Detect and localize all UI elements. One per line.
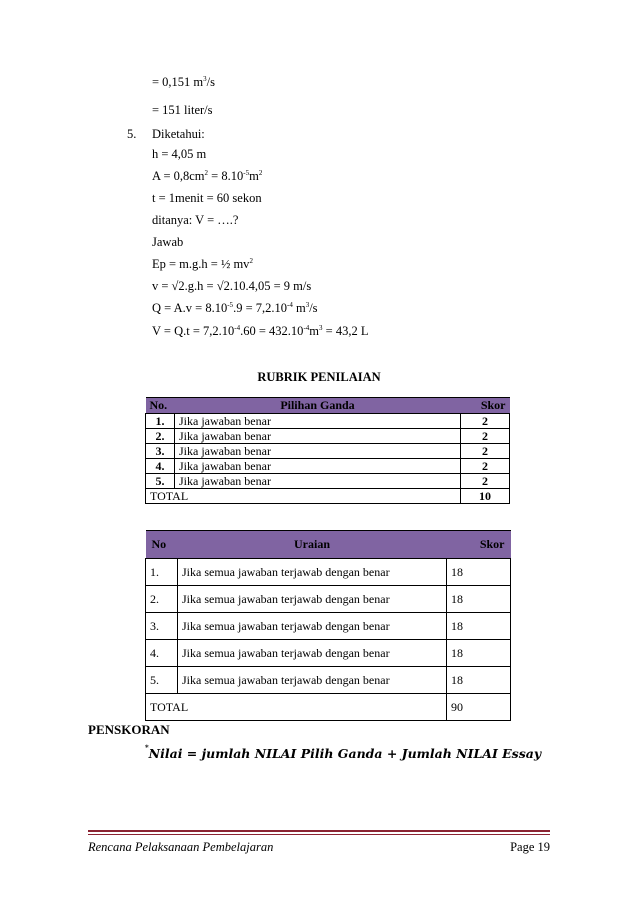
row-number: 2. <box>146 586 178 613</box>
table-row <box>146 640 511 667</box>
rubric-title: RUBRIK PENILAIAN <box>257 370 381 384</box>
row-criteria: Jika jawaban benar <box>175 474 461 489</box>
total-value: 10 <box>461 489 510 504</box>
row-number: 3. <box>146 444 175 459</box>
row-score: 2 <box>461 444 510 459</box>
row-score: 2 <box>461 459 510 474</box>
calc-energy: Ep = m.g.h = ½ $mv^2$ <box>152 257 253 271</box>
row-score: 18 <box>447 586 511 613</box>
table-row <box>146 444 510 459</box>
row-score: 18 <box>447 640 511 667</box>
total-label: TOTAL <box>146 489 461 504</box>
scoring-formula <box>145 743 542 761</box>
column-header-score: Skor <box>447 531 511 559</box>
row-number: 4. <box>146 640 178 667</box>
column-header-criteria: Uraian <box>178 531 447 559</box>
calc-line-flow-m3: = 0,151 $m^3/s$ <box>152 75 215 89</box>
calc-volume: $V = Q.t = 7,2.10^{-4}.60 = 432.10^{-4}m^3 = 43,2$ L <box>152 324 369 338</box>
row-criteria: Jika jawaban benar <box>175 414 461 429</box>
row-score: 18 <box>447 613 511 640</box>
answer-label: Jawab <box>152 235 184 249</box>
row-number: 1. <box>146 414 175 429</box>
total-value: 90 <box>447 694 511 721</box>
row-number: 4. <box>146 459 175 474</box>
calc-flow: $Q = A.v = 8.10^{-5}.9 = 7,2.10^{-4}$ $m^3/s$ <box>152 301 318 315</box>
problem-number: 5. <box>127 127 137 141</box>
row-number: 2. <box>146 429 175 444</box>
row-criteria: Jika jawaban benar <box>175 459 461 474</box>
footer-document-title: Rencana Pelaksanaan Pembelajaran <box>88 840 274 854</box>
calc-line-flow-liter: = 151 liter/s <box>152 103 213 117</box>
row-score: 2 <box>461 429 510 444</box>
table-total-row <box>146 489 510 504</box>
table-row <box>146 586 511 613</box>
total-label: TOTAL <box>146 694 447 721</box>
known-time: t = 1menit = 60 sekon <box>152 191 262 205</box>
essay-rubric-table <box>145 530 511 721</box>
scoring-heading: PENSKORAN <box>88 722 170 737</box>
row-score: 2 <box>461 474 510 489</box>
table-row <box>146 613 511 640</box>
column-header-criteria: Pilihan Ganda <box>175 398 461 414</box>
table-total-row <box>146 694 511 721</box>
footer-divider <box>88 830 550 832</box>
row-criteria: Jika jawaban benar <box>175 429 461 444</box>
known-area: $A = 0,8cm^2 = 8.10^{-5}m^2$ <box>152 169 263 183</box>
row-score: 18 <box>447 559 511 586</box>
table-header-row <box>146 531 511 559</box>
table-row <box>146 459 510 474</box>
row-criteria: Jika semua jawaban terjawab dengan benar <box>178 586 447 613</box>
row-criteria: Jika semua jawaban terjawab dengan benar <box>178 559 447 586</box>
row-number: 5. <box>146 667 178 694</box>
known-height: h = 4,05 m <box>152 147 207 161</box>
row-criteria: Jika semua jawaban terjawab dengan benar <box>178 667 447 694</box>
asked-line: ditanya: V = ….? <box>152 213 239 227</box>
formula-asterisk: * <box>145 743 149 752</box>
column-header-no: No <box>146 531 178 559</box>
formula-text: Nilai = jumlah NILAI Pilih Ganda + Jumlah NILAI Essay <box>148 746 542 761</box>
row-number: 1. <box>146 559 178 586</box>
table-row <box>146 474 510 489</box>
column-header-score: Skor <box>461 398 510 414</box>
known-label: Diketahui: <box>152 127 205 141</box>
table-row <box>146 429 510 444</box>
row-number: 5. <box>146 474 175 489</box>
calc-velocity: v = √2.g.h = √2.10.4,05 = 9 m/s <box>152 279 312 293</box>
table-row <box>146 559 511 586</box>
table-header-row <box>146 398 510 414</box>
row-number: 3. <box>146 613 178 640</box>
table-row <box>146 414 510 429</box>
row-score: 18 <box>447 667 511 694</box>
row-criteria: Jika semua jawaban terjawab dengan benar <box>178 613 447 640</box>
multiple-choice-rubric-table <box>145 397 510 504</box>
row-criteria: Jika semua jawaban terjawab dengan benar <box>178 640 447 667</box>
row-score: 2 <box>461 414 510 429</box>
footer-divider-thin <box>88 834 550 835</box>
row-criteria: Jika jawaban benar <box>175 444 461 459</box>
column-header-no: No. <box>146 398 175 414</box>
table-row <box>146 667 511 694</box>
footer-page-number: Page 19 <box>510 840 550 854</box>
